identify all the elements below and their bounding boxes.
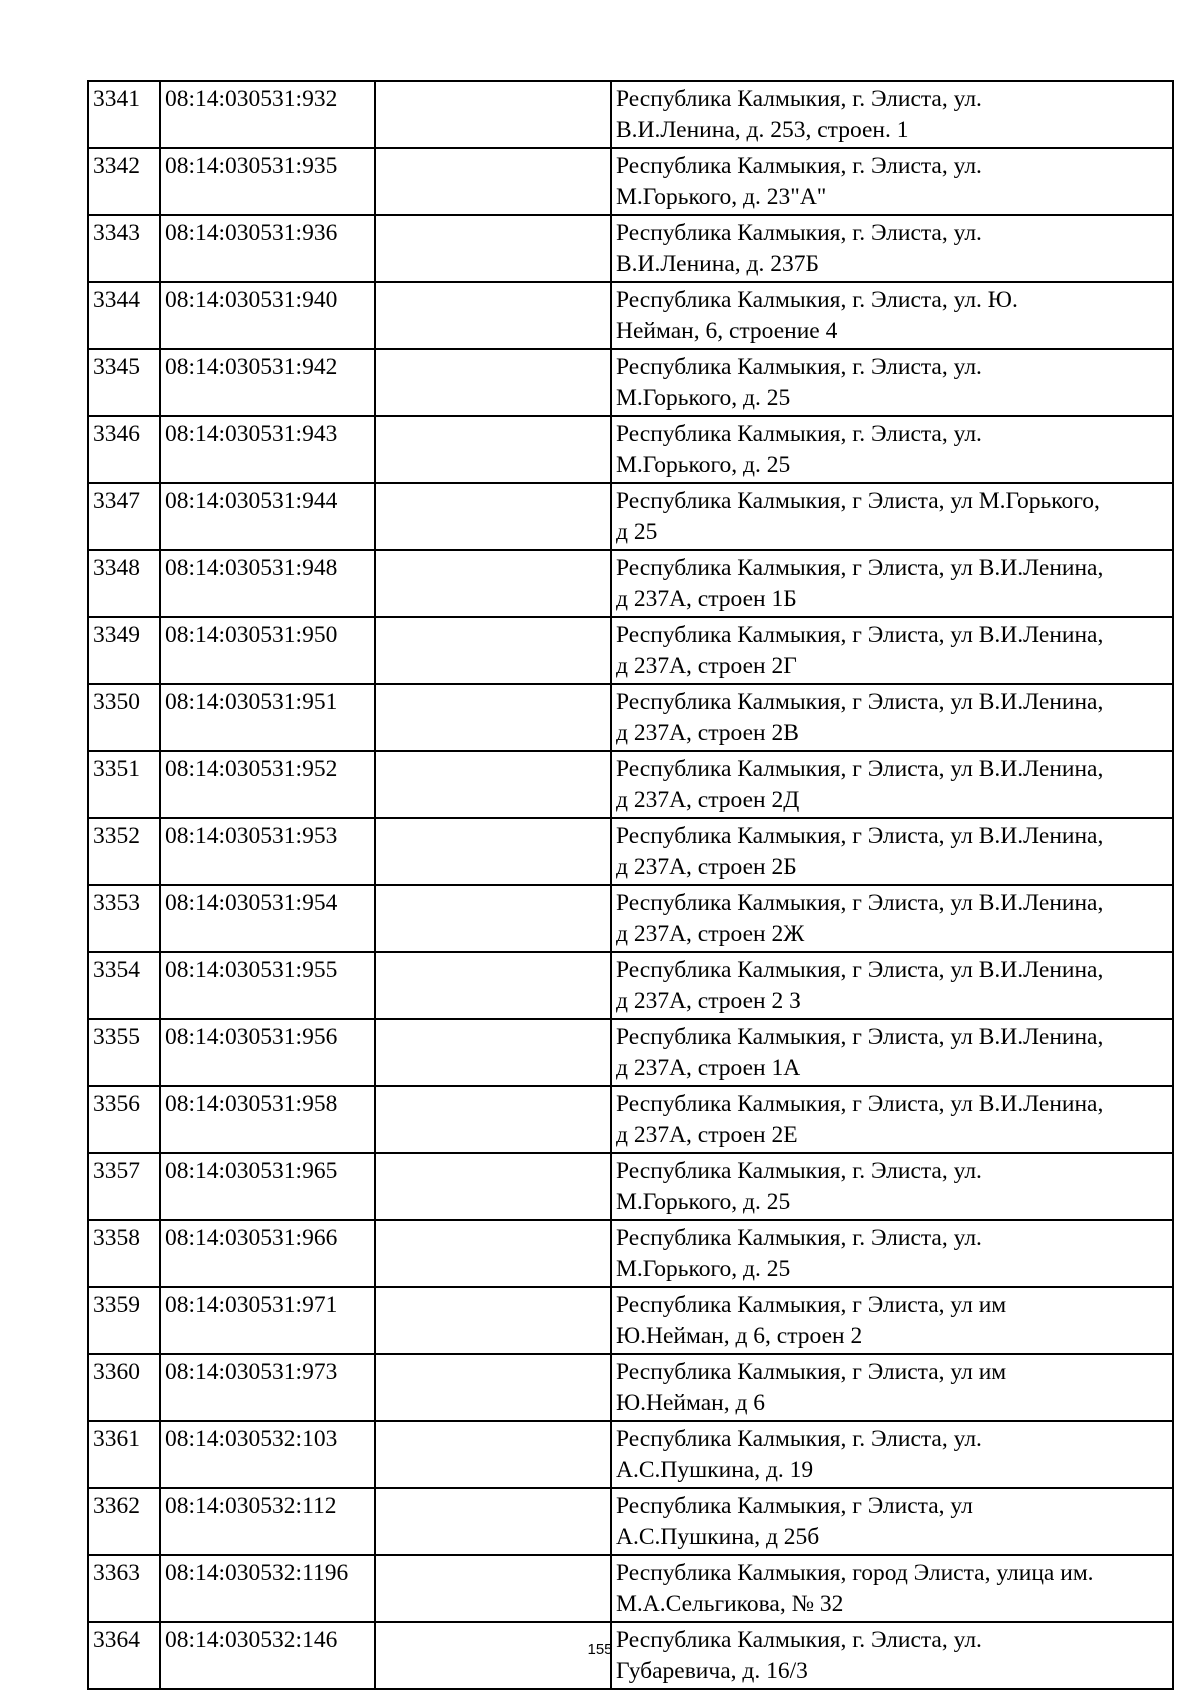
address-cell xyxy=(611,416,1173,483)
address-line-2: В.И.Ленина, д. 237Б xyxy=(616,251,819,277)
address-line-1: Республика Калмыкия, г Элиста, ул В.И.Ленина, xyxy=(616,622,1104,648)
address-cell xyxy=(611,1220,1173,1287)
empty-cell xyxy=(375,349,611,416)
row-number-cell: 3343 xyxy=(88,215,160,282)
cadastral-number-cell: 08:14:030531:953 xyxy=(160,818,375,885)
address-line-1: Республика Калмыкия, г Элиста, ул В.И.Ленина, xyxy=(616,1024,1104,1050)
empty-cell xyxy=(375,885,611,952)
empty-cell xyxy=(375,818,611,885)
empty-cell xyxy=(375,550,611,617)
cadastral-number-cell: 08:14:030531:940 xyxy=(160,282,375,349)
row-number-cell: 3357 xyxy=(88,1153,160,1220)
row-number-cell: 3347 xyxy=(88,483,160,550)
cadastral-number-cell: 08:14:030532:1196 xyxy=(160,1555,375,1622)
address-line-2: д 237А, строен 2Е xyxy=(616,1122,798,1148)
address-line-1: Республика Калмыкия, г Элиста, ул В.И.Ленина, xyxy=(616,823,1104,849)
address-cell xyxy=(611,148,1173,215)
table-row xyxy=(88,416,1173,483)
address-line-1: Республика Калмыкия, г. Элиста, ул. xyxy=(616,421,982,447)
row-number-cell: 3344 xyxy=(88,282,160,349)
empty-cell xyxy=(375,416,611,483)
address-line-1: Республика Калмыкия, г. Элиста, ул. xyxy=(616,1158,982,1184)
row-number-cell: 3352 xyxy=(88,818,160,885)
empty-cell xyxy=(375,1220,611,1287)
empty-cell xyxy=(375,684,611,751)
cadastral-number-cell: 08:14:030531:950 xyxy=(160,617,375,684)
table-row xyxy=(88,81,1173,148)
address-line-2: д 237А, строен 2Б xyxy=(616,854,797,880)
row-number-cell: 3353 xyxy=(88,885,160,952)
address-cell xyxy=(611,617,1173,684)
address-line-1: Республика Калмыкия, г Элиста, ул В.И.Ленина, xyxy=(616,890,1104,916)
address-cell xyxy=(611,751,1173,818)
address-line-1: Республика Калмыкия, г. Элиста, ул. xyxy=(616,220,982,246)
empty-cell xyxy=(375,1287,611,1354)
address-line-1: Республика Калмыкия, г. Элиста, ул. xyxy=(616,1627,982,1653)
table-row xyxy=(88,617,1173,684)
cadastral-number-cell: 08:14:030531:943 xyxy=(160,416,375,483)
address-line-2: М.Горького, д. 23"А" xyxy=(616,184,827,210)
empty-cell xyxy=(375,215,611,282)
empty-cell xyxy=(375,483,611,550)
address-cell xyxy=(611,1019,1173,1086)
table-row xyxy=(88,751,1173,818)
table-row xyxy=(88,1153,1173,1220)
cadastral-number-cell: 08:14:030531:973 xyxy=(160,1354,375,1421)
row-number-cell: 3348 xyxy=(88,550,160,617)
table-row xyxy=(88,1488,1173,1555)
cadastral-number-cell: 08:14:030531:951 xyxy=(160,684,375,751)
row-number-cell: 3351 xyxy=(88,751,160,818)
address-line-2: Нейман, 6, строение 4 xyxy=(616,318,838,344)
address-cell xyxy=(611,818,1173,885)
row-number-cell: 3358 xyxy=(88,1220,160,1287)
cadastral-number-cell: 08:14:030531:971 xyxy=(160,1287,375,1354)
row-number-cell: 3345 xyxy=(88,349,160,416)
address-line-1: Республика Калмыкия, г Элиста, ул М.Горького, xyxy=(616,488,1100,514)
empty-cell xyxy=(375,1086,611,1153)
address-line-1: Республика Калмыкия, г Элиста, ул им xyxy=(616,1292,1007,1318)
row-number-cell: 3356 xyxy=(88,1086,160,1153)
address-line-2: А.С.Пушкина, д 25б xyxy=(616,1524,820,1550)
address-line-1: Республика Калмыкия, г Элиста, ул В.И.Ленина, xyxy=(616,756,1104,782)
empty-cell xyxy=(375,1555,611,1622)
table-row xyxy=(88,215,1173,282)
row-number-cell: 3349 xyxy=(88,617,160,684)
cadastral-number-cell: 08:14:030531:948 xyxy=(160,550,375,617)
address-line-1: Республика Калмыкия, г Элиста, ул xyxy=(616,1493,973,1519)
table-row xyxy=(88,885,1173,952)
row-number-cell: 3355 xyxy=(88,1019,160,1086)
empty-cell xyxy=(375,1153,611,1220)
cadastral-number-cell: 08:14:030531:936 xyxy=(160,215,375,282)
cadastral-number-cell: 08:14:030531:956 xyxy=(160,1019,375,1086)
address-line-2: д 237А, строен 2Д xyxy=(616,787,800,813)
address-line-1: Республика Калмыкия, г Элиста, ул В.И.Ленина, xyxy=(616,555,1104,581)
empty-cell xyxy=(375,1421,611,1488)
address-cell xyxy=(611,684,1173,751)
address-cell xyxy=(611,282,1173,349)
cadastral-number-cell: 08:14:030531:942 xyxy=(160,349,375,416)
address-cell xyxy=(611,1086,1173,1153)
row-number-cell: 3363 xyxy=(88,1555,160,1622)
address-line-2: М.Горького, д. 25 xyxy=(616,1189,791,1215)
row-number-cell: 3362 xyxy=(88,1488,160,1555)
registry-table-body xyxy=(88,81,1173,1689)
address-line-2: д 237А, строен 1Б xyxy=(616,586,797,612)
address-line-2: д 237А, строен 1А xyxy=(616,1055,801,1081)
row-number-cell: 3359 xyxy=(88,1287,160,1354)
table-row xyxy=(88,1220,1173,1287)
empty-cell xyxy=(375,1488,611,1555)
address-line-2: Ю.Нейман, д 6, строен 2 xyxy=(616,1323,863,1349)
address-cell xyxy=(611,483,1173,550)
address-cell xyxy=(611,81,1173,148)
table-row xyxy=(88,148,1173,215)
address-line-1: Республика Калмыкия, г. Элиста, ул. xyxy=(616,354,982,380)
address-cell xyxy=(611,1555,1173,1622)
cadastral-number-cell: 08:14:030532:112 xyxy=(160,1488,375,1555)
table-row xyxy=(88,550,1173,617)
address-line-2: д 237А, строен 2 З xyxy=(616,988,801,1014)
table-row xyxy=(88,684,1173,751)
address-cell xyxy=(611,1354,1173,1421)
table-row xyxy=(88,818,1173,885)
row-number-cell: 3342 xyxy=(88,148,160,215)
address-cell xyxy=(611,215,1173,282)
cadastral-number-cell: 08:14:030531:954 xyxy=(160,885,375,952)
empty-cell xyxy=(375,751,611,818)
address-cell xyxy=(611,1421,1173,1488)
address-line-1: Республика Калмыкия, г Элиста, ул В.И.Ленина, xyxy=(616,1091,1104,1117)
cadastral-number-cell: 08:14:030531:965 xyxy=(160,1153,375,1220)
table-row xyxy=(88,1086,1173,1153)
cadastral-number-cell: 08:14:030531:935 xyxy=(160,148,375,215)
address-line-1: Республика Калмыкия, г Элиста, ул В.И.Ленина, xyxy=(616,957,1104,983)
table-row xyxy=(88,1421,1173,1488)
cadastral-number-cell: 08:14:030531:958 xyxy=(160,1086,375,1153)
address-line-2: д 25 xyxy=(616,519,658,545)
address-line-1: Республика Калмыкия, г Элиста, ул В.И.Ленина, xyxy=(616,689,1104,715)
address-line-1: Республика Калмыкия, г. Элиста, ул. xyxy=(616,153,982,179)
cadastral-number-cell: 08:14:030531:952 xyxy=(160,751,375,818)
table-row xyxy=(88,952,1173,1019)
address-line-2: А.С.Пушкина, д. 19 xyxy=(616,1457,814,1483)
cadastral-number-cell: 08:14:030531:966 xyxy=(160,1220,375,1287)
cadastral-number-cell: 08:14:030532:146 xyxy=(160,1622,375,1689)
address-cell xyxy=(611,1153,1173,1220)
address-cell xyxy=(611,1287,1173,1354)
row-number-cell: 3361 xyxy=(88,1421,160,1488)
address-cell xyxy=(611,885,1173,952)
table-row xyxy=(88,1019,1173,1086)
table-row xyxy=(88,483,1173,550)
row-number-cell: 3360 xyxy=(88,1354,160,1421)
address-line-2: Ю.Нейман, д 6 xyxy=(616,1390,766,1416)
empty-cell xyxy=(375,282,611,349)
address-line-2: Губаревича, д. 16/3 xyxy=(616,1658,808,1684)
cadastral-number-cell: 08:14:030532:103 xyxy=(160,1421,375,1488)
address-cell xyxy=(611,349,1173,416)
table-row xyxy=(88,349,1173,416)
row-number-cell: 3346 xyxy=(88,416,160,483)
page-number: 155 xyxy=(587,1641,613,1658)
row-number-cell: 3341 xyxy=(88,81,160,148)
empty-cell xyxy=(375,617,611,684)
empty-cell xyxy=(375,1019,611,1086)
address-line-2: М.А.Сельгикова, № 32 xyxy=(616,1591,844,1617)
address-line-1: Республика Калмыкия, город Элиста, улица им. xyxy=(616,1560,1094,1586)
table-row xyxy=(88,1354,1173,1421)
empty-cell xyxy=(375,148,611,215)
address-line-1: Республика Калмыкия, г. Элиста, ул. xyxy=(616,1225,982,1251)
row-number-cell: 3350 xyxy=(88,684,160,751)
table-row xyxy=(88,1555,1173,1622)
empty-cell xyxy=(375,952,611,1019)
empty-cell xyxy=(375,1354,611,1421)
cadastral-number-cell: 08:14:030531:955 xyxy=(160,952,375,1019)
row-number-cell: 3364 xyxy=(88,1622,160,1689)
cadastral-number-cell: 08:14:030531:932 xyxy=(160,81,375,148)
address-line-2: д 237А, строен 2Г xyxy=(616,653,797,679)
address-line-2: В.И.Ленина, д. 253, строен. 1 xyxy=(616,117,909,143)
address-line-2: М.Горького, д. 25 xyxy=(616,385,791,411)
row-number-cell: 3354 xyxy=(88,952,160,1019)
address-line-2: д 237А, строен 2В xyxy=(616,720,799,746)
address-line-1: Республика Калмыкия, г. Элиста, ул. xyxy=(616,1426,982,1452)
cadastral-number-cell: 08:14:030531:944 xyxy=(160,483,375,550)
address-line-1: Республика Калмыкия, г. Элиста, ул. xyxy=(616,86,982,112)
table-row xyxy=(88,282,1173,349)
address-line-2: д 237А, строен 2Ж xyxy=(616,921,805,947)
address-line-1: Республика Калмыкия, г Элиста, ул им xyxy=(616,1359,1007,1385)
address-line-2: М.Горького, д. 25 xyxy=(616,452,791,478)
table-row xyxy=(88,1287,1173,1354)
address-line-1: Республика Калмыкия, г. Элиста, ул. Ю. xyxy=(616,287,1018,313)
empty-cell xyxy=(375,81,611,148)
address-cell xyxy=(611,1488,1173,1555)
address-cell xyxy=(611,550,1173,617)
address-line-2: М.Горького, д. 25 xyxy=(616,1256,791,1282)
address-cell xyxy=(611,952,1173,1019)
registry-table xyxy=(87,80,1174,1690)
